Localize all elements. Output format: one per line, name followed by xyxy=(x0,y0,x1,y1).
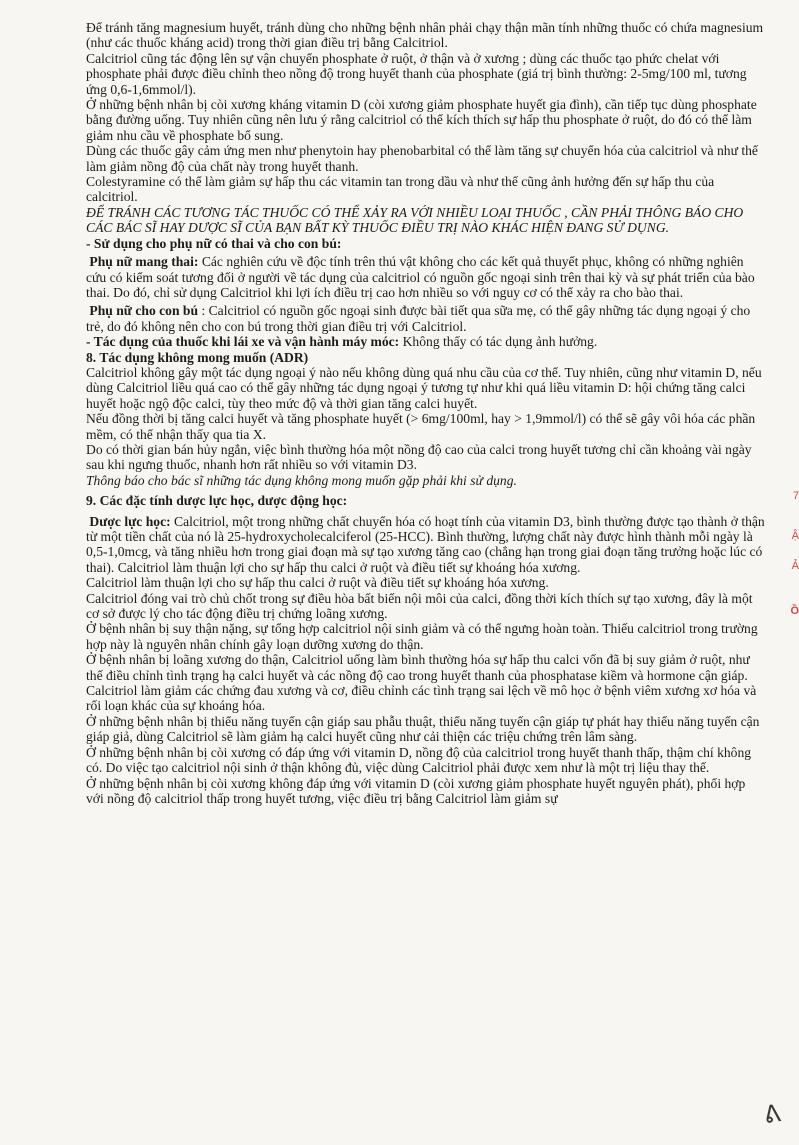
adr-para-2: Nếu đồng thời bị tăng calci huyết và tăng phosphate huyết (> 6mg/100ml, hay > 1,9mmol/l) có thể sẽ gây vôi hóa các phần mềm, có thể nhận thấy qua tia X. xyxy=(86,411,756,442)
pregnant-text: Các nghiên cứu về độc tính trên thú vật không cho các kết quả thuyết phục, không có những nghiên cứu có kiểm soát tương đối ở người về tác dụng của calcitriol có nguồn gốc ngoại sinh trên thai kỳ và sự phát triển của bào thai. Do đó, chỉ sử dụng Calcitriol khi lợi ích điều trị cao hơn nhiều so với nguy cơ có thể xảy ra cho bào thai. xyxy=(86,254,755,300)
driving-label: - Tác dụng của thuốc khi lái xe và vận hành máy móc: xyxy=(86,334,400,350)
pd-para-3: Ở bệnh nhân bị suy thận nặng, sự tổng hợp calcitriol nội sinh giảm và có thể ngưng hoàn toàn. Thiếu calcitriol trong trường hợp này là nguyên nhân chính gây loạn dưỡng xương do thận. xyxy=(86,621,758,652)
pd-para-1: Calcitriol làm thuận lợi cho sự hấp thu calci ở ruột và điều tiết sự khoáng hóa xương. xyxy=(86,575,549,591)
para-phosphate-transport: Calcitriol cũng tác động lên sự vận chuyển phosphate ở ruột, ở thận và ở xương ; dùng các thuốc tạo phức chelat với phosphate phải được điều chỉnh theo nồng độ trong huyết thanh của phosphate (giá trị bình thường: 2-5mg/100 ml, tương ứng 0,6-1,6mmol/l). xyxy=(86,50,747,97)
para-magnesium: Để tránh tăng magnesium huyết, tránh dùng cho những bệnh nhân phải chạy thận mãn tính những thuốc có chứa magnesium (như các thuốc kháng acid) trong thời gian điều trị bằng Calcitriol. xyxy=(86,20,764,51)
edge-mark-2: Ậ xyxy=(791,530,799,542)
pregnant-label: Phụ nữ mang thai: xyxy=(89,254,199,270)
pd-para-4: Ở bệnh nhân bị loãng xương do thận, Calcitriol uống làm bình thường hóa sự hấp thu calci vốn đã bị suy giảm ở ruột, như thế điều chỉnh tình trạng hạ calci huyết và các nồng độ cao trong huyết thanh của phosphatase kiềm và hormone cận giáp. Calcitriol làm giảm các chứng đau xương và cơ, điều chỉnh các tình trạng sai lệch về mô học ở bệnh viêm xương xơ hóa và rối loạn khác của sự khoáng hóa. xyxy=(86,652,757,714)
adr-note: Thông báo cho bác sĩ những tác dụng không mong muốn gặp phải khi sử dụng. xyxy=(86,472,517,488)
nursing-label: Phụ nữ cho con bú xyxy=(89,303,199,319)
driving-text: Không thấy có tác dụng ảnh hưởng. xyxy=(399,334,598,350)
document-page xyxy=(86,20,766,806)
edge-mark-4: Ồ xyxy=(790,605,799,617)
adr-para-3: Do có thời gian bán hủy ngắn, việc bình thường hóa một nồng độ cao của calci trong huyết tương chỉ cần khoảng vài ngày sau khi ngưng thuốc, nhanh hơn rất nhiều so với vitamin D3. xyxy=(86,441,752,473)
para-nursing xyxy=(86,303,766,334)
para-pharmacodynamics xyxy=(86,514,766,576)
para-pregnant xyxy=(86,254,766,300)
interaction-warning: ĐỂ TRÁNH CÁC TƯƠNG TÁC THUỐC CÓ THỂ XẢY RA VỚI NHIỀU LOẠI THUỐC , CẦN PHẢI THÔNG BÁO CHO CÁC BÁC SĨ HAY DƯỢC SĨ CỦA BẠN BẤT KỲ THUỐC ĐIỀU TRỊ NÀO KHÁC HIỆN ĐANG SỬ DỤNG. xyxy=(86,204,744,236)
nursing-text: : Calcitriol có nguồn gốc ngoại sinh được bài tiết qua sữa mẹ, có thể gây những tác dụng ngoại ý cho trẻ, do đó không nên cho con bú trong thời gian điều trị với Calcitriol. xyxy=(86,303,751,334)
pd-para-5: Ở những bệnh nhân bị thiểu năng tuyến cận giáp sau phẫu thuật, thiểu năng tuyến cận giáp tự phát hay thiểu năng tuyến cận giáp giả, dùng Calcitriol sẽ làm giảm hạ calci huyết cũng như cải thiện các triệu chứng trên lâm sàng. xyxy=(86,713,760,745)
edge-mark-3: Ả xyxy=(791,560,799,572)
para-enzyme-inducers: Dùng các thuốc gây cảm ứng men như phenytoin hay phenobarbital có thể làm tăng sự chuyển hóa của calcitriol và như thế làm giảm nồng độ của chất này trong huyết thanh. xyxy=(86,143,758,174)
pd-para-2: Calcitriol đóng vai trò chủ chốt trong sự điều hòa bất biến nội môi của calci, đồng thời kích thích sự tạo xương, đây là một cơ sở được lý cho tác động điều trị chứng loãng xương. xyxy=(86,590,753,622)
pd-para-7: Ở những bệnh nhân bị còi xương không đáp ứng với vitamin D (còi xương giảm phosphate huyết nguyên phát), phối hợp với nồng độ calcitriol thấp trong huyết tương, việc điều trị bằng Calcitriol làm giảm sự xyxy=(86,775,746,806)
edge-mark-1: 7 xyxy=(792,490,799,502)
pd-para-6: Ở những bệnh nhân bị còi xương có đáp ứng với vitamin D, nồng độ của calcitriol trong huyết thanh thấp, thậm chí không có. Do việc tạo calcitriol nội sinh ở thận không đủ, việc dùng Calcitriol phải được xem như là một trị liệu thay thế. xyxy=(86,744,752,776)
stamp-edge-fragment xyxy=(785,490,799,640)
para-driving xyxy=(86,334,766,349)
adr-heading: 8. Tác dụng không mong muốn (ADR) xyxy=(86,349,309,365)
pd-text: Calcitriol, một trong những chất chuyển hóa có hoạt tính của vitamin D3, bình thường được tạo thành ở thận từ một tiền chất của nó là 25-hydroxycholecalciferol (25-HCC). Bình thường, lượng chất này được hình thành mỗi ngày là 0,5-1,0mcg, và tăng nhiều hơn trong giai đoạn mà sự tạo xương tăng cao (chẳng hạn trong giai đoạn tăng trưởng hoặc lúc có thai). Calcitriol làm thuận lợi cho sự hấp thu calci ở ruột và điều tiết sự khoáng hóa xương. xyxy=(86,513,765,575)
handwritten-initial: ᕕ xyxy=(762,1098,783,1130)
adr-para-1: Calcitriol không gây một tác dụng ngoại ý nào nếu không dùng quá nhu cầu của cơ thể. Tuy nhiên, cũng như vitamin D, nếu dùng Calcitriol liều quá cao có thể gây những tác dụng ngoại ý tương tự như khi quá liều vitamin D: hội chứng tăng calci huyết hoặc ngộ độc calci, tùy theo mức độ và thời gian tăng calci huyết. xyxy=(86,364,762,411)
pregnancy-heading: - Sử dụng cho phụ nữ có thai và cho con bú: xyxy=(86,235,342,251)
para-colestyramine: Colestyramine có thể làm giảm sự hấp thu các vitamin tan trong dầu và như thế cũng ảnh hưởng đến sự hấp thu của calcitriol. xyxy=(86,174,715,205)
para-rickets: Ở những bệnh nhân bị còi xương kháng vitamin D (còi xương giảm phosphate huyết gia đình), cần tiếp tục dùng phosphate bằng đường uống. Tuy nhiên cũng nên lưu ý rằng calcitriol có thể kích thích sự hấp thu phosphate ở ruột, do đó có thể làm giảm nhu cầu về phosphate bổ sung. xyxy=(86,97,757,143)
pharm-heading: 9. Các đặc tính dược lực học, dược động học: xyxy=(86,493,348,509)
pd-label: Dược lực học: xyxy=(89,513,171,529)
